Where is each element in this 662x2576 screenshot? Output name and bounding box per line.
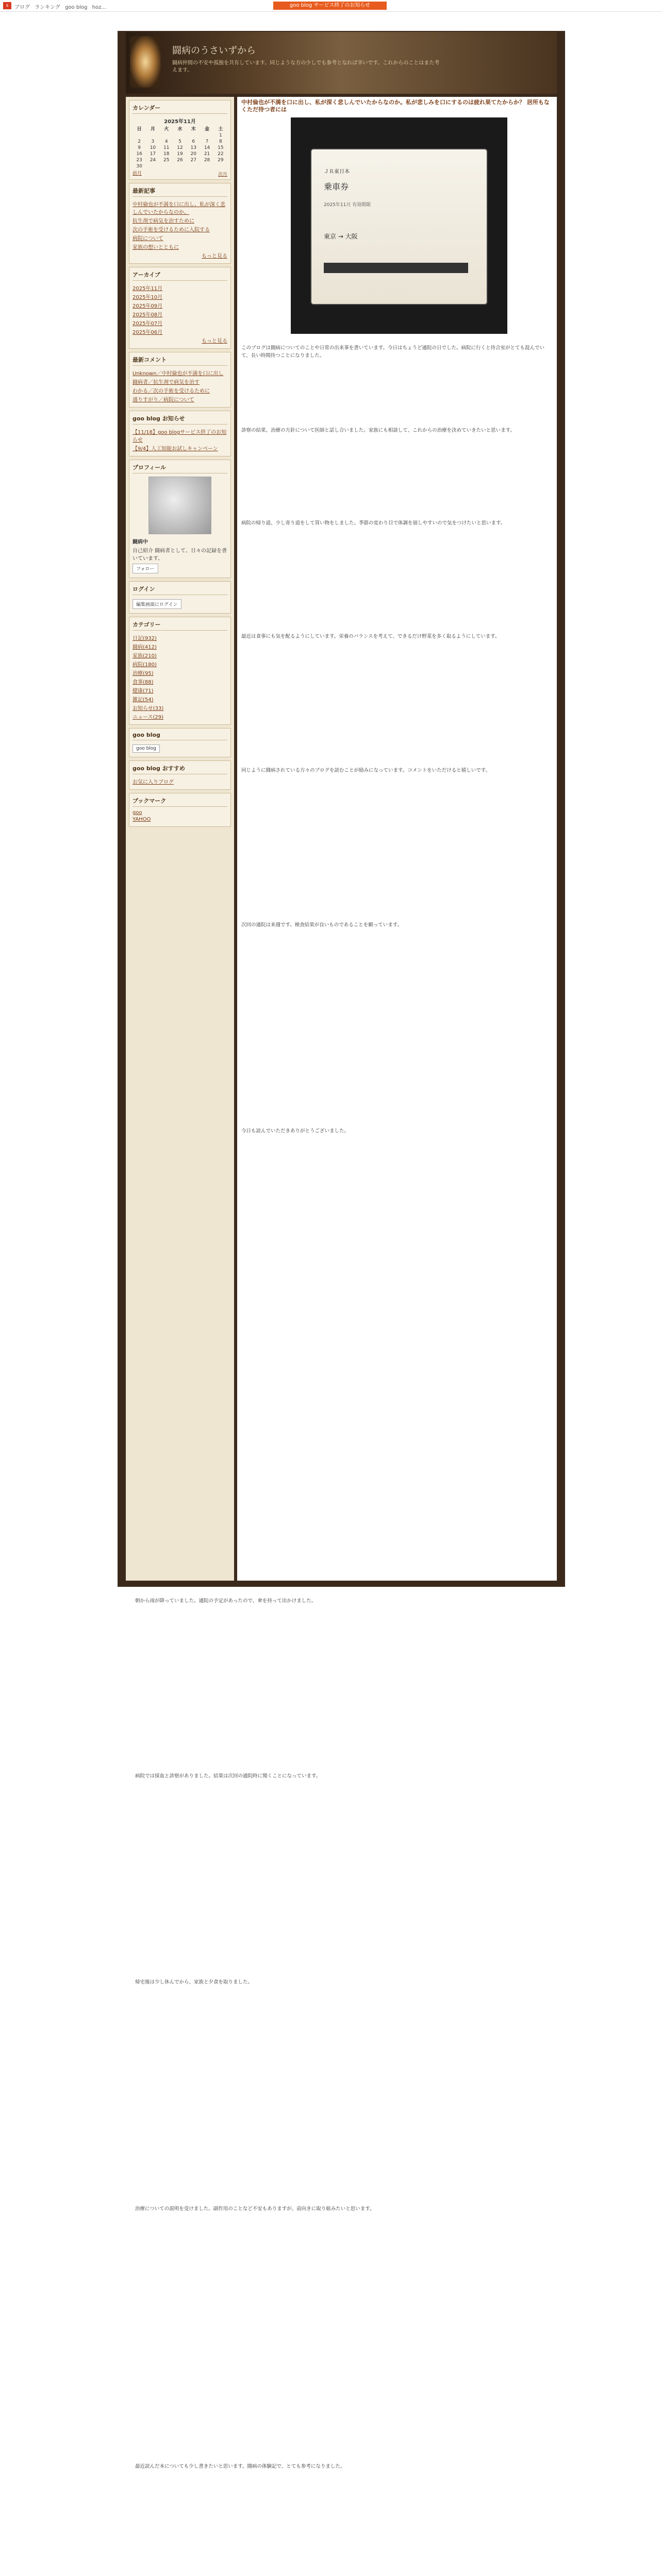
recent-post-link[interactable]: 病院について bbox=[133, 236, 163, 242]
profile-info: 自己紹介 闘病者として、日々の記録を書いています。 bbox=[133, 548, 227, 562]
day: 22 bbox=[218, 151, 224, 157]
nav-link-4[interactable]: hoz... bbox=[92, 5, 106, 10]
weekday: 日 bbox=[137, 127, 142, 132]
nav-link-1[interactable]: ブログ bbox=[14, 5, 30, 10]
continued-post-section bbox=[118, 1587, 565, 2576]
blog-title[interactable]: 闘病のうさいずから bbox=[172, 45, 256, 56]
post-paragraph: 朝から雨が降っていました。通院の予定があったので、傘を持って出かけました。 bbox=[135, 1598, 317, 1604]
comment-link[interactable]: 闘病者／抗生剤で病気を治す bbox=[133, 380, 200, 385]
bookmark-link[interactable]: goo bbox=[133, 810, 142, 816]
comment-link[interactable]: 通りすがり／病院について bbox=[133, 397, 194, 403]
archives-heading: アーカイブ bbox=[133, 270, 227, 281]
profile-name: 闘病中 bbox=[133, 539, 148, 545]
profile-heading: プロフィール bbox=[133, 463, 227, 473]
day: 14 bbox=[204, 145, 210, 150]
post-paragraph: 診察の結果、治療の方針について医師と話し合いました。家族にも相談して、これからの治療を決めていきたいと思います。 bbox=[241, 428, 515, 433]
recent-posts-box bbox=[129, 183, 231, 264]
service-end-notice-link[interactable]: goo blog サービス終了のお知らせ bbox=[273, 2, 387, 10]
weekday: 月 bbox=[150, 127, 155, 132]
archive-link[interactable]: 2025年08月 bbox=[133, 312, 163, 318]
post-paragraph: このブログは闘病についてのことや日常の出来事を書いています。今日はちょうど通院の日でした。病院に行くと待合室がとても混んでいて、長い時間待つことになりました。 bbox=[241, 345, 545, 359]
day: 27 bbox=[190, 158, 196, 163]
day: 2 bbox=[138, 139, 141, 144]
login-box bbox=[129, 581, 231, 614]
day: 19 bbox=[177, 151, 183, 157]
day bbox=[160, 163, 173, 170]
calendar-heading: カレンダー bbox=[133, 104, 227, 114]
blog-description: 闘病仲間の不安や孤独を共有しています。同じような方の少しでも参考となれば幸いです。これからのことはまた考えます。 bbox=[172, 60, 440, 73]
day bbox=[160, 132, 173, 139]
day: 29 bbox=[218, 158, 224, 163]
post-paragraph: 今日も読んでいただきありがとうございました。 bbox=[241, 1128, 350, 1134]
post-paragraph: 病院の帰り道、少し寄り道をして買い物をしました。季節の変わり目で体調を崩しやすいので気をつけたいと思います。 bbox=[241, 520, 506, 526]
ticket-line-2: 乗車券 bbox=[324, 182, 349, 192]
avatar[interactable] bbox=[148, 477, 211, 534]
day: 8 bbox=[219, 139, 222, 144]
day bbox=[187, 132, 200, 139]
recent-post-link[interactable]: 次の手術を受けるために入院する bbox=[133, 227, 210, 233]
post-paragraph: 次回の通院は来週です。検査結果が良いものであることを願っています。 bbox=[241, 922, 402, 928]
day: 17 bbox=[150, 151, 156, 157]
day: 21 bbox=[204, 151, 210, 157]
day: 3 bbox=[151, 139, 155, 144]
post-paragraph: 最近は食事にも気を配るようにしています。栄養のバランスを考えて、できるだけ野菜を多く取るようにしています。 bbox=[241, 634, 500, 639]
day: 26 bbox=[177, 158, 183, 163]
calendar-month: 2025年11月 bbox=[164, 119, 196, 125]
day: 15 bbox=[218, 145, 224, 150]
recent-post-link[interactable]: 抗生剤で病気を治すために bbox=[133, 218, 194, 224]
category-link[interactable]: 病院(180) bbox=[133, 662, 157, 668]
day: 1 bbox=[219, 133, 222, 138]
calendar-box bbox=[129, 100, 231, 180]
goo-notice-box bbox=[129, 411, 231, 456]
comment-link[interactable]: Unknown／中村倫也が不満を口に出し bbox=[133, 371, 224, 377]
goo-notice-link[interactable]: 【9/4】人工知能お試しキャンペーン bbox=[133, 446, 218, 452]
sidebar bbox=[126, 97, 234, 1581]
day bbox=[214, 163, 227, 170]
day: 18 bbox=[163, 151, 170, 157]
recommend-link[interactable]: お気に入りブログ bbox=[133, 779, 174, 785]
nav-link-3[interactable]: goo blog bbox=[65, 5, 88, 10]
post-title[interactable]: 中村倫也が不満を口に出し、私が深く悲しんでいたからなのか。私が悲しみを口にするのは疲れ果てたからか？ 居所もなくただ待つ者には bbox=[241, 99, 550, 113]
calendar-prev-link[interactable]: 前月 bbox=[133, 171, 142, 176]
day: 5 bbox=[178, 139, 181, 144]
day: 6 bbox=[192, 139, 195, 144]
archives-more-link[interactable]: もっと見る bbox=[202, 338, 227, 344]
nav-link-2[interactable]: ランキング bbox=[35, 5, 60, 10]
ticket-image bbox=[310, 148, 488, 305]
category-link[interactable]: 食事(88) bbox=[133, 680, 154, 685]
day bbox=[146, 132, 159, 139]
ticket-barcode bbox=[324, 263, 468, 273]
day bbox=[173, 163, 187, 170]
recent-post-link[interactable]: 家族の想いとともに bbox=[133, 245, 179, 250]
calendar-next-link[interactable]: 次月 bbox=[218, 172, 227, 177]
post-paragraph: 同じように闘病されている方々のブログを読むことが励みになっています。コメントをいただけると嬉しいです。 bbox=[241, 768, 490, 773]
comment-link[interactable]: わかる／次の手術を受けるために bbox=[133, 388, 210, 394]
archive-link[interactable]: 2025年06月 bbox=[133, 330, 163, 335]
day: 28 bbox=[204, 158, 210, 163]
bookmark-heading: ブックマーク bbox=[133, 796, 227, 807]
login-button[interactable]: 編集画面にログイン bbox=[133, 599, 181, 609]
day: 7 bbox=[205, 139, 209, 144]
goo-blog-button[interactable]: goo blog bbox=[133, 744, 160, 753]
category-heading: カテゴリー bbox=[133, 620, 227, 631]
category-link[interactable]: 雑記(54) bbox=[133, 697, 154, 703]
day bbox=[146, 163, 159, 170]
main-content bbox=[237, 97, 557, 1581]
day bbox=[173, 132, 187, 139]
day: 24 bbox=[150, 158, 156, 163]
top-bar bbox=[0, 0, 662, 12]
day: 9 bbox=[138, 145, 141, 150]
day: 13 bbox=[190, 145, 196, 150]
weekday: 火 bbox=[164, 127, 169, 132]
header-candle-image bbox=[130, 36, 161, 88]
day bbox=[187, 163, 200, 170]
archive-link[interactable]: 2025年11月 bbox=[133, 286, 163, 292]
category-link[interactable]: 健康(71) bbox=[133, 688, 154, 694]
goo-blog-heading: goo blog bbox=[133, 732, 227, 740]
post-photo[interactable] bbox=[291, 117, 507, 334]
day: 10 bbox=[150, 145, 156, 150]
comments-box bbox=[129, 352, 231, 408]
profile-box bbox=[129, 460, 231, 578]
goo-blog-box bbox=[129, 728, 231, 757]
post-paragraph: 病院では採血と診察がありました。結果は次回の通院時に聞くことになっています。 bbox=[135, 1773, 321, 1779]
category-link[interactable]: 闘病(412) bbox=[133, 645, 157, 650]
category-link[interactable]: お知らせ(33) bbox=[133, 706, 164, 711]
day bbox=[200, 163, 213, 170]
archive-link[interactable]: 2025年10月 bbox=[133, 295, 163, 300]
day bbox=[200, 132, 213, 139]
weekday: 木 bbox=[191, 127, 196, 132]
goo-notice-link[interactable]: 【11/18】goo blogサービス終了のお知らせ bbox=[133, 430, 227, 443]
day: 4 bbox=[164, 139, 168, 144]
day: 16 bbox=[136, 151, 142, 157]
ticket-line-4: 東京 → 大阪 bbox=[324, 233, 358, 240]
ticket-line-1: ＪＲ東日本 bbox=[324, 169, 350, 175]
archive-link[interactable]: 2025年07月 bbox=[133, 321, 163, 327]
follow-button[interactable]: フォロー bbox=[133, 564, 158, 573]
goo-notice-heading: goo blog お知らせ bbox=[133, 414, 227, 425]
post-paragraph: 治療についての説明を受けました。副作用のことなど不安もありますが、前向きに取り組みたいと思います。 bbox=[135, 2206, 375, 2212]
recent-post-link[interactable]: 中村倫也が不満を口に出し、私が深く悲しんでいたからなのか。 bbox=[133, 202, 225, 215]
recent-more-link[interactable]: もっと見る bbox=[202, 253, 227, 259]
recommend-heading: goo blog おすすめ bbox=[133, 764, 227, 774]
recommend-box bbox=[129, 760, 231, 790]
recent-posts-heading: 最新記事 bbox=[133, 187, 227, 197]
login-heading: ログイン bbox=[133, 585, 227, 595]
day: 30 bbox=[136, 164, 142, 169]
post-paragraph: 最近読んだ本についても少し書きたいと思います。闘病の体験記で、とても参考になりました。 bbox=[135, 2464, 345, 2469]
day: 23 bbox=[136, 158, 142, 163]
day: 11 bbox=[163, 145, 170, 150]
weekday: 金 bbox=[205, 127, 210, 132]
day: 12 bbox=[177, 145, 183, 150]
day: 25 bbox=[163, 158, 170, 163]
day bbox=[133, 132, 146, 139]
archive-link[interactable]: 2025年09月 bbox=[133, 303, 163, 309]
day: 20 bbox=[190, 151, 196, 157]
archives-box bbox=[129, 267, 231, 349]
bookmark-box bbox=[129, 793, 231, 827]
category-box bbox=[129, 617, 231, 725]
category-link[interactable]: ニュース(29) bbox=[133, 715, 164, 720]
category-link[interactable]: 日記(932) bbox=[133, 636, 157, 641]
weekday: 土 bbox=[218, 127, 223, 132]
calendar-table bbox=[133, 125, 227, 170]
comments-heading: 最新コメント bbox=[133, 355, 227, 366]
post-paragraph: 帰宅後は少し休んでから、家族と夕食を取りました。 bbox=[135, 1979, 253, 1985]
blog-header bbox=[126, 32, 557, 94]
category-link[interactable]: 家族(210) bbox=[133, 653, 157, 659]
weekday: 水 bbox=[177, 127, 183, 132]
top-nav bbox=[14, 3, 109, 10]
goo-logo-icon[interactable]: s bbox=[3, 2, 11, 9]
category-link[interactable]: 治療(95) bbox=[133, 671, 154, 676]
ticket-line-3: 2025年11月 有効期限 bbox=[324, 202, 371, 208]
bookmark-link[interactable]: YAHOO bbox=[133, 817, 151, 822]
